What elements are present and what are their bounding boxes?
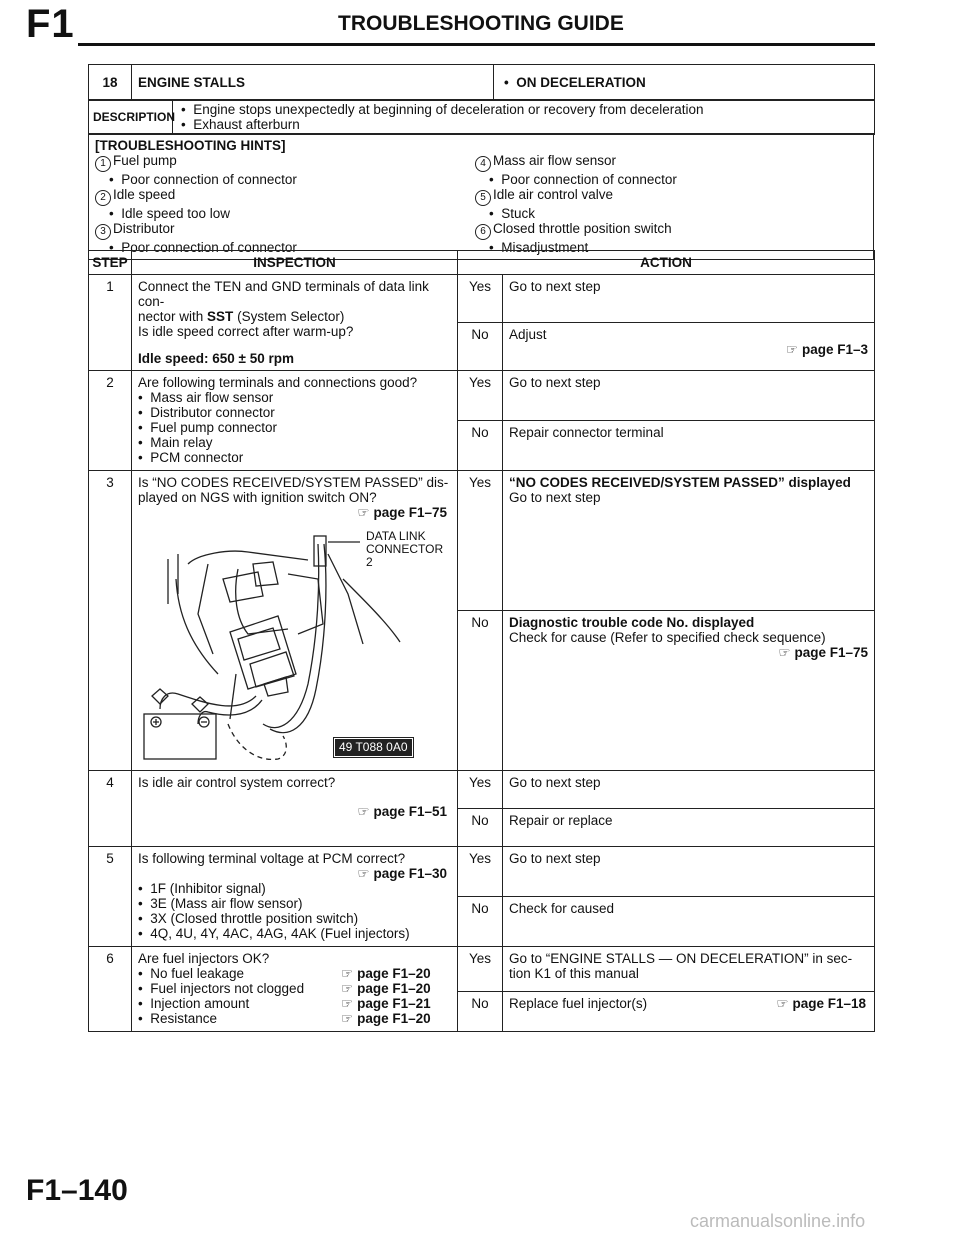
step-number: 5 <box>89 847 132 947</box>
watermark: carmanualsonline.info <box>690 1211 866 1231</box>
no-action: Check for caused <box>503 897 875 947</box>
description-item: • Engine stops unexpectedly at beginning of deceleration or recovery from deceleration <box>181 102 866 117</box>
description-table <box>88 99 875 135</box>
table-row <box>89 771 875 809</box>
no-action: Repair or replace <box>503 809 875 847</box>
list-item: • 3X (Closed throttle position switch) <box>138 911 451 926</box>
figure-label: DATA LINK CONNECTOR 2 <box>366 529 444 569</box>
hint-detail: • Misadjustment <box>475 240 677 255</box>
problem-number: 18 <box>89 65 132 101</box>
no-label: No <box>458 897 503 947</box>
reference-icon: ☞ <box>341 966 354 981</box>
hint-item: 1 Fuel pump <box>95 153 475 172</box>
no-label: No <box>458 421 503 471</box>
hint-detail: • Stuck <box>475 206 677 221</box>
yes-action: Go to next step <box>503 847 875 897</box>
hints-left <box>95 153 475 255</box>
hint-item: 2 Idle speed <box>95 187 475 206</box>
page-reference: ☞ page F1–75 <box>357 505 447 520</box>
no-action: Repair connector terminal <box>503 421 875 471</box>
description-label: DESCRIPTION <box>89 100 173 135</box>
no-label: No <box>458 611 503 771</box>
column-inspection: INSPECTION <box>132 251 458 275</box>
reference-icon: ☞ <box>778 645 791 660</box>
spec-value: Idle speed: 650 ± 50 rpm <box>138 351 294 366</box>
no-action: Adjust ☞ page F1–3 <box>503 323 875 371</box>
reference-icon: ☞ <box>357 866 370 881</box>
list-item: • Injection amount ☞ page F1–21 <box>138 996 451 1011</box>
page-number: F1–140 <box>26 1174 128 1207</box>
figure-tag: 49 T088 0A0 <box>334 738 413 757</box>
hint-item: 6 Closed throttle position switch <box>475 221 677 240</box>
page-reference: ☞ page F1–51 <box>357 804 447 819</box>
yes-action: Go to next step <box>503 275 875 323</box>
step-inspection: Are fuel injectors OK? • No fuel leakage ☞ page F1–20 • Fuel injectors not clogged ☞ page F1–20 • Injection amount ☞ page F1–21 • Resistance ☞ page F1–20 <box>132 947 458 1032</box>
hint-detail: • Idle speed too low <box>95 206 475 221</box>
step-number: 2 <box>89 371 132 471</box>
list-item: • No fuel leakage ☞ page F1–20 <box>138 966 451 981</box>
section-code: F1 <box>26 2 75 46</box>
steps-table <box>88 250 875 1032</box>
yes-label: Yes <box>458 371 503 421</box>
yes-action: Go to next step <box>503 771 875 809</box>
table-row <box>89 847 875 897</box>
step-inspection: Is idle air control system correct? ☞ page F1–51 <box>132 771 458 847</box>
list-item: • Fuel injectors not clogged ☞ page F1–20 <box>138 981 451 996</box>
hint-item: 4 Mass air flow sensor <box>475 153 677 172</box>
list-item: • Fuel pump connector <box>138 420 451 435</box>
no-label: No <box>458 323 503 371</box>
no-label: No <box>458 992 503 1032</box>
list-item: • Resistance ☞ page F1–20 <box>138 1011 451 1026</box>
yes-action: Go to next step <box>503 371 875 421</box>
page-reference: ☞ page F1–30 <box>357 866 447 881</box>
yes-label: Yes <box>458 275 503 323</box>
ngs-connection-figure <box>138 520 451 765</box>
column-step: STEP <box>89 251 132 275</box>
list-item: • 1F (Inhibitor signal) <box>138 881 451 896</box>
table-row <box>89 471 875 611</box>
reference-icon: ☞ <box>776 996 789 1011</box>
table-row <box>89 275 875 323</box>
hints-box <box>89 134 874 260</box>
page-reference: ☞ page F1–3 <box>785 342 868 357</box>
description-items <box>173 100 875 135</box>
list-item: • 4Q, 4U, 4Y, 4AC, 4AG, 4AK (Fuel injectors) <box>138 926 451 941</box>
description-item: • Exhaust afterburn <box>181 117 866 132</box>
yes-action: “NO CODES RECEIVED/SYSTEM PASSED” displayed Go to next step <box>503 471 875 611</box>
no-action: Replace fuel injector(s) ☞ page F1–18 <box>503 992 875 1032</box>
list-item: • Main relay <box>138 435 451 450</box>
step-number: 1 <box>89 275 132 371</box>
problem-table <box>88 64 875 101</box>
hint-detail: • Poor connection of connector <box>95 240 475 255</box>
hint-detail: • Poor connection of connector <box>95 172 475 187</box>
reference-icon: ☞ <box>341 1011 354 1026</box>
hint-item: 3 Distributor <box>95 221 475 240</box>
step-inspection: Is “NO CODES RECEIVED/SYSTEM PASSED” dis- played on NGS with ignition switch ON? ☞ page F1–75 DATA LINK CONNECTOR 2 49 T088 0A0 <box>132 471 458 771</box>
yes-label: Yes <box>458 771 503 809</box>
reference-icon: ☞ <box>341 996 354 1011</box>
hints-right <box>475 153 677 255</box>
step-number: 3 <box>89 471 132 771</box>
step-inspection: Are following terminals and connections good? • Mass air flow sensor • Distributor connector • Fuel pump connector • Main relay • PCM connector <box>132 371 458 471</box>
hint-item: 5 Idle air control valve <box>475 187 677 206</box>
header-rule <box>78 43 875 46</box>
no-action: Diagnostic trouble code No. displayed Check for cause (Refer to specified check sequence) ☞ page F1–75 <box>503 611 875 771</box>
problem-condition: • ON DECELERATION <box>494 65 875 101</box>
step-inspection: Is following terminal voltage at PCM correct? ☞ page F1–30 • 1F (Inhibitor signal) • 3E (Mass air flow sensor) • 3X (Closed throttle position switch) • 4Q, 4U, 4Y, 4AC, 4AG, 4AK (Fuel injectors) <box>132 847 458 947</box>
step-number: 4 <box>89 771 132 847</box>
list-item: • Distributor connector <box>138 405 451 420</box>
yes-label: Yes <box>458 471 503 611</box>
reference-icon: ☞ <box>341 981 354 996</box>
table-row <box>89 947 875 992</box>
reference-icon: ☞ <box>357 505 370 520</box>
reference-icon: ☞ <box>357 804 370 819</box>
page-reference: ☞ page F1–75 <box>778 645 868 660</box>
problem-name: ENGINE STALLS <box>132 65 494 101</box>
reference-icon: ☞ <box>785 342 798 357</box>
column-action: ACTION <box>458 251 875 275</box>
list-item: • Mass air flow sensor <box>138 390 451 405</box>
hint-detail: • Poor connection of connector <box>475 172 677 187</box>
step-inspection: Connect the TEN and GND terminals of data link con- nector with SST (System Selector) Is idle speed correct after warm-up? Idle speed: 650 ± 50 rpm <box>132 275 458 371</box>
page-title: TROUBLESHOOTING GUIDE <box>338 12 624 35</box>
table-row <box>89 371 875 421</box>
hints-title: [TROUBLESHOOTING HINTS] <box>95 138 286 153</box>
yes-label: Yes <box>458 847 503 897</box>
yes-action: Go to “ENGINE STALLS — ON DECELERATION” in sec- tion K1 of this manual <box>503 947 875 992</box>
hints-table <box>88 133 874 260</box>
no-label: No <box>458 809 503 847</box>
list-item: • 3E (Mass air flow sensor) <box>138 896 451 911</box>
yes-label: Yes <box>458 947 503 992</box>
step-number: 6 <box>89 947 132 1032</box>
list-item: • PCM connector <box>138 450 451 465</box>
